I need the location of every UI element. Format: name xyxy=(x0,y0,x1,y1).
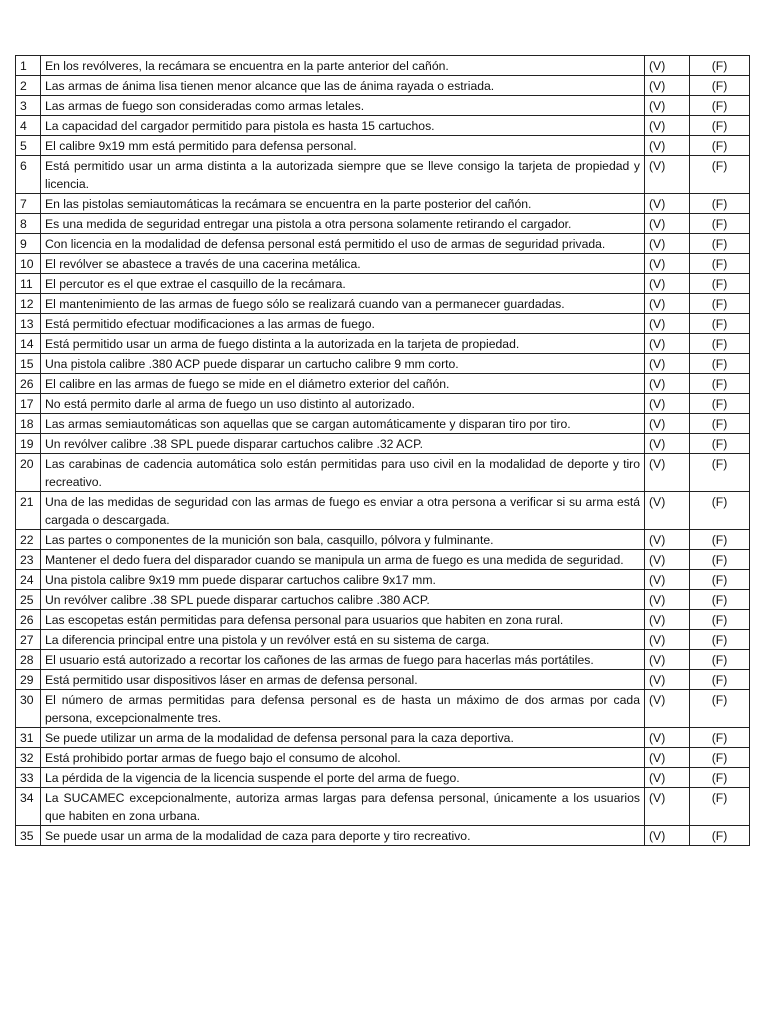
question-statement: Un revólver calibre .38 SPL puede disparar cartuchos calibre .32 ACP. xyxy=(41,434,645,454)
question-number: 32 xyxy=(16,748,41,768)
table-row xyxy=(16,530,750,550)
false-option[interactable]: (F) xyxy=(690,214,750,234)
table-row xyxy=(16,570,750,590)
table-row xyxy=(16,434,750,454)
false-option[interactable]: (F) xyxy=(690,434,750,454)
question-number: 1 xyxy=(16,56,41,76)
false-option[interactable]: (F) xyxy=(690,254,750,274)
true-option[interactable]: (V) xyxy=(645,116,690,136)
question-number: 2 xyxy=(16,76,41,96)
false-option[interactable]: (F) xyxy=(690,728,750,748)
false-option[interactable]: (F) xyxy=(690,550,750,570)
table-row xyxy=(16,630,750,650)
table-row xyxy=(16,492,750,530)
question-statement: Un revólver calibre .38 SPL puede disparar cartuchos calibre .380 ACP. xyxy=(41,590,645,610)
question-statement: El revólver se abastece a través de una cacerina metálica. xyxy=(41,254,645,274)
table-row xyxy=(16,314,750,334)
false-option[interactable]: (F) xyxy=(690,234,750,254)
question-statement: En los revólveres, la recámara se encuentra en la parte anterior del cañón. xyxy=(41,56,645,76)
table-row xyxy=(16,254,750,274)
false-option[interactable]: (F) xyxy=(690,768,750,788)
true-option[interactable]: (V) xyxy=(645,274,690,294)
false-option[interactable]: (F) xyxy=(690,610,750,630)
table-row xyxy=(16,394,750,414)
question-statement: El percutor es el que extrae el casquillo de la recámara. xyxy=(41,274,645,294)
false-option[interactable]: (F) xyxy=(690,156,750,194)
true-option[interactable]: (V) xyxy=(645,550,690,570)
false-option[interactable]: (F) xyxy=(690,194,750,214)
question-number: 29 xyxy=(16,670,41,690)
false-option[interactable]: (F) xyxy=(690,116,750,136)
true-option[interactable]: (V) xyxy=(645,610,690,630)
true-option[interactable]: (V) xyxy=(645,454,690,492)
table-row xyxy=(16,96,750,116)
question-statement: El calibre 9x19 mm está permitido para defensa personal. xyxy=(41,136,645,156)
question-statement: Las armas de ánima lisa tienen menor alcance que las de ánima rayada o estriada. xyxy=(41,76,645,96)
question-number: 27 xyxy=(16,630,41,650)
question-number: 15 xyxy=(16,354,41,374)
question-number: 4 xyxy=(16,116,41,136)
question-number: 24 xyxy=(16,570,41,590)
table-row xyxy=(16,788,750,826)
false-option[interactable]: (F) xyxy=(690,136,750,156)
false-option[interactable]: (F) xyxy=(690,454,750,492)
table-row xyxy=(16,136,750,156)
question-statement: El mantenimiento de las armas de fuego sólo se realizará cuando van a permanecer guardadas. xyxy=(41,294,645,314)
true-option[interactable]: (V) xyxy=(645,254,690,274)
table-row xyxy=(16,728,750,748)
false-option[interactable]: (F) xyxy=(690,492,750,530)
true-option[interactable]: (V) xyxy=(645,314,690,334)
table-row xyxy=(16,334,750,354)
true-option[interactable]: (V) xyxy=(645,354,690,374)
true-option[interactable]: (V) xyxy=(645,570,690,590)
question-number: 13 xyxy=(16,314,41,334)
false-option[interactable]: (F) xyxy=(690,650,750,670)
true-option[interactable]: (V) xyxy=(645,414,690,434)
table-row xyxy=(16,414,750,434)
false-option[interactable]: (F) xyxy=(690,748,750,768)
question-number: 6 xyxy=(16,156,41,194)
question-statement: En las pistolas semiautomáticas la recámara se encuentra en la parte posterior del cañón. xyxy=(41,194,645,214)
true-option[interactable]: (V) xyxy=(645,590,690,610)
question-number: 11 xyxy=(16,274,41,294)
table-row xyxy=(16,116,750,136)
question-statement: El calibre en las armas de fuego se mide en el diámetro exterior del cañón. xyxy=(41,374,645,394)
table-row xyxy=(16,748,750,768)
table-row xyxy=(16,76,750,96)
question-statement: La pérdida de la vigencia de la licencia suspende el porte del arma de fuego. xyxy=(41,768,645,788)
question-statement: Está permitido usar un arma de fuego distinta a la autorizada en la tarjeta de propiedad. xyxy=(41,334,645,354)
true-option[interactable]: (V) xyxy=(645,434,690,454)
question-number: 35 xyxy=(16,826,41,846)
question-number: 33 xyxy=(16,768,41,788)
false-option[interactable]: (F) xyxy=(690,314,750,334)
true-option[interactable]: (V) xyxy=(645,690,690,728)
question-statement: Está permitido usar dispositivos láser en armas de defensa personal. xyxy=(41,670,645,690)
true-false-questions-table xyxy=(15,55,750,846)
true-option[interactable]: (V) xyxy=(645,630,690,650)
question-number: 5 xyxy=(16,136,41,156)
false-option[interactable]: (F) xyxy=(690,690,750,728)
true-option[interactable]: (V) xyxy=(645,768,690,788)
table-row xyxy=(16,826,750,846)
false-option[interactable]: (F) xyxy=(690,670,750,690)
table-row xyxy=(16,214,750,234)
table-body xyxy=(16,56,750,846)
question-statement: Se puede usar un arma de la modalidad de caza para deporte y tiro recreativo. xyxy=(41,826,645,846)
question-number: 28 xyxy=(16,650,41,670)
question-number: 31 xyxy=(16,728,41,748)
question-statement: Mantener el dedo fuera del disparador cuando se manipula un arma de fuego es una medida de seguridad. xyxy=(41,550,645,570)
table-row xyxy=(16,274,750,294)
false-option[interactable]: (F) xyxy=(690,414,750,434)
false-option[interactable]: (F) xyxy=(690,374,750,394)
question-statement: Una pistola calibre 9x19 mm puede disparar cartuchos calibre 9x17 mm. xyxy=(41,570,645,590)
question-number: 17 xyxy=(16,394,41,414)
table-row xyxy=(16,194,750,214)
false-option[interactable]: (F) xyxy=(690,826,750,846)
question-number: 20 xyxy=(16,454,41,492)
question-number: 25 xyxy=(16,590,41,610)
question-statement: La SUCAMEC excepcionalmente, autoriza armas largas para defensa personal, únicamente a los usuarios que habiten en zona urbana. xyxy=(41,788,645,826)
true-option[interactable]: (V) xyxy=(645,394,690,414)
question-statement: Con licencia en la modalidad de defensa personal está permitido el uso de armas de seguridad privada. xyxy=(41,234,645,254)
table-row xyxy=(16,550,750,570)
question-statement: El número de armas permitidas para defensa personal es de hasta un máximo de dos armas por cada persona, excepcionalmente tres. xyxy=(41,690,645,728)
false-option[interactable]: (F) xyxy=(690,76,750,96)
question-statement: Las armas semiautomáticas son aquellas que se cargan automáticamente y disparan tiro por tiro. xyxy=(41,414,645,434)
true-option[interactable]: (V) xyxy=(645,728,690,748)
question-statement: Una pistola calibre .380 ACP puede disparar un cartucho calibre 9 mm corto. xyxy=(41,354,645,374)
question-number: 21 xyxy=(16,492,41,530)
true-option[interactable]: (V) xyxy=(645,96,690,116)
question-number: 10 xyxy=(16,254,41,274)
question-statement: La diferencia principal entre una pistola y un revólver está en su sistema de carga. xyxy=(41,630,645,650)
question-number: 26 xyxy=(16,610,41,630)
true-option[interactable]: (V) xyxy=(645,670,690,690)
true-option[interactable]: (V) xyxy=(645,234,690,254)
question-number: 18 xyxy=(16,414,41,434)
table-row xyxy=(16,374,750,394)
true-option[interactable]: (V) xyxy=(645,294,690,314)
question-number: 30 xyxy=(16,690,41,728)
question-statement: Una de las medidas de seguridad con las armas de fuego es enviar a otra persona a verificar si su arma está cargada o descargada. xyxy=(41,492,645,530)
table-row xyxy=(16,650,750,670)
table-row xyxy=(16,354,750,374)
question-number: 22 xyxy=(16,530,41,550)
false-option[interactable]: (F) xyxy=(690,294,750,314)
table-row xyxy=(16,670,750,690)
question-statement: Las carabinas de cadencia automática solo están permitidas para uso civil en la modalidad de deporte y tiro recreativo. xyxy=(41,454,645,492)
false-option[interactable]: (F) xyxy=(690,630,750,650)
true-option[interactable]: (V) xyxy=(645,136,690,156)
true-option[interactable]: (V) xyxy=(645,374,690,394)
false-option[interactable]: (F) xyxy=(690,354,750,374)
false-option[interactable]: (F) xyxy=(690,274,750,294)
table-row xyxy=(16,454,750,492)
question-number: 23 xyxy=(16,550,41,570)
true-option[interactable]: (V) xyxy=(645,748,690,768)
question-number: 34 xyxy=(16,788,41,826)
true-option[interactable]: (V) xyxy=(645,788,690,826)
question-number: 7 xyxy=(16,194,41,214)
true-option[interactable]: (V) xyxy=(645,156,690,194)
question-statement: Está permitido usar un arma distinta a la autorizada siempre que se lleve consigo la tarjeta de propiedad y licencia. xyxy=(41,156,645,194)
true-option[interactable]: (V) xyxy=(645,76,690,96)
question-number: 19 xyxy=(16,434,41,454)
true-option[interactable]: (V) xyxy=(645,826,690,846)
table-row xyxy=(16,294,750,314)
false-option[interactable]: (F) xyxy=(690,788,750,826)
true-option[interactable]: (V) xyxy=(645,214,690,234)
false-option[interactable]: (F) xyxy=(690,56,750,76)
true-option[interactable]: (V) xyxy=(645,650,690,670)
question-number: 26 xyxy=(16,374,41,394)
false-option[interactable]: (F) xyxy=(690,530,750,550)
question-number: 3 xyxy=(16,96,41,116)
question-number: 8 xyxy=(16,214,41,234)
question-statement: Las partes o componentes de la munición son bala, casquillo, pólvora y fulminante. xyxy=(41,530,645,550)
true-option[interactable]: (V) xyxy=(645,492,690,530)
question-statement: Está permitido efectuar modificaciones a las armas de fuego. xyxy=(41,314,645,334)
true-option[interactable]: (V) xyxy=(645,530,690,550)
question-number: 9 xyxy=(16,234,41,254)
table-row xyxy=(16,690,750,728)
table-row xyxy=(16,234,750,254)
true-option[interactable]: (V) xyxy=(645,334,690,354)
question-statement: Es una medida de seguridad entregar una pistola a otra persona solamente retirando el cargador. xyxy=(41,214,645,234)
false-option[interactable]: (F) xyxy=(690,96,750,116)
table-row xyxy=(16,156,750,194)
false-option[interactable]: (F) xyxy=(690,590,750,610)
table-row xyxy=(16,768,750,788)
true-option[interactable]: (V) xyxy=(645,56,690,76)
table-row xyxy=(16,56,750,76)
table-row xyxy=(16,590,750,610)
false-option[interactable]: (F) xyxy=(690,394,750,414)
table-row xyxy=(16,610,750,630)
question-statement: Las armas de fuego son consideradas como armas letales. xyxy=(41,96,645,116)
false-option[interactable]: (F) xyxy=(690,334,750,354)
question-statement: La capacidad del cargador permitido para pistola es hasta 15 cartuchos. xyxy=(41,116,645,136)
question-statement: Está prohibido portar armas de fuego bajo el consumo de alcohol. xyxy=(41,748,645,768)
question-number: 12 xyxy=(16,294,41,314)
true-option[interactable]: (V) xyxy=(645,194,690,214)
false-option[interactable]: (F) xyxy=(690,570,750,590)
question-number: 14 xyxy=(16,334,41,354)
question-statement: Se puede utilizar un arma de la modalidad de defensa personal para la caza deportiva. xyxy=(41,728,645,748)
question-statement: No está permito darle al arma de fuego un uso distinto al autorizado. xyxy=(41,394,645,414)
question-statement: El usuario está autorizado a recortar los cañones de las armas de fuego para hacerlas más portátiles. xyxy=(41,650,645,670)
question-statement: Las escopetas están permitidas para defensa personal para usuarios que habiten en zona rural. xyxy=(41,610,645,630)
